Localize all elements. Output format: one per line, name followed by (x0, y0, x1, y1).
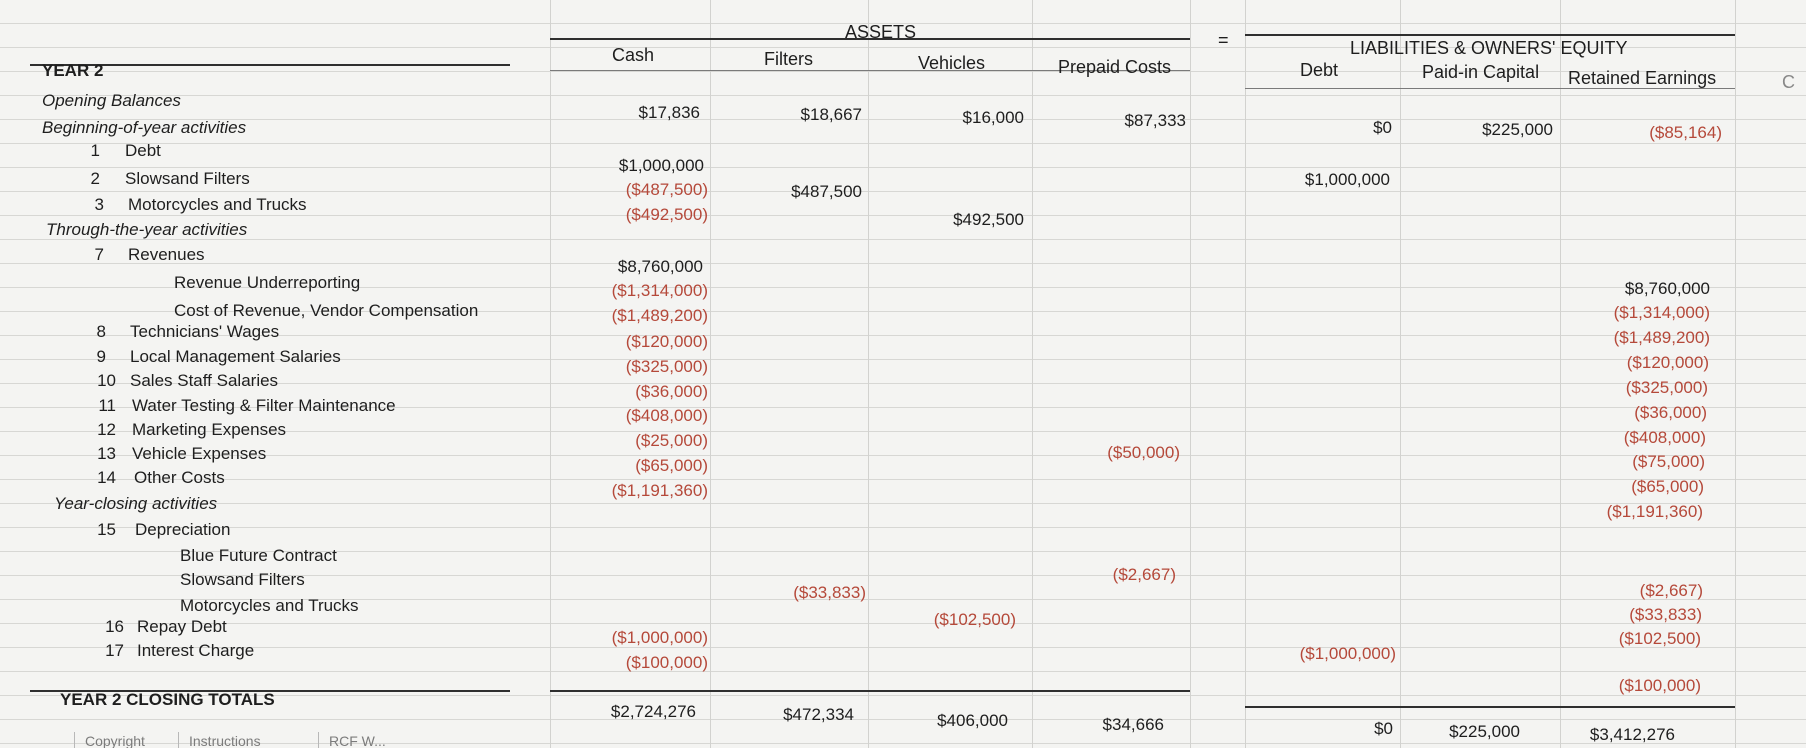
through-the-year-label: Through-the-year activities (46, 220, 248, 239)
item-label-marketing: Marketing Expenses (132, 420, 287, 439)
item-label-cost-of-revenue: Cost of Revenue, Vendor Compensation (174, 301, 479, 320)
grid-line (550, 0, 551, 748)
column-header-cash[interactable]: Cash (612, 45, 655, 65)
column-header-underline (1245, 88, 1735, 89)
prepaid-entry[interactable]: ($50,000) (1107, 443, 1180, 462)
retained-entry[interactable]: ($102,500) (1618, 629, 1701, 648)
total-paid-in[interactable]: $225,000 (1449, 722, 1520, 741)
total-debt[interactable]: $0 (1374, 719, 1393, 738)
cash-entry[interactable]: ($492,500) (625, 205, 708, 224)
item-label-motorcycles-dep: Motorcycles and Trucks (180, 596, 359, 615)
retained-entry[interactable]: ($325,000) (1625, 378, 1708, 397)
column-header-paid-in-capital[interactable]: Paid-in Capital (1422, 62, 1540, 82)
item-label-water-testing: Water Testing & Filter Maintenance (132, 396, 396, 415)
column-header-filters[interactable]: Filters (764, 49, 813, 69)
column-header-prepaid-costs[interactable]: Prepaid Costs (1058, 57, 1172, 77)
item-label-vehicle-expenses: Vehicle Expenses (132, 444, 267, 463)
item-label-other-costs: Other Costs (134, 468, 225, 487)
debt-entry[interactable]: $1,000,000 (1304, 170, 1390, 189)
cash-entry[interactable]: ($487,500) (625, 180, 708, 199)
prepaid-entry[interactable]: ($2,667) (1112, 565, 1176, 584)
item-number: 1 (90, 141, 100, 160)
item-number: 14 (97, 468, 116, 487)
grid-line (868, 0, 869, 748)
retained-entry[interactable]: ($1,314,000) (1613, 303, 1710, 322)
item-number: 17 (105, 641, 124, 660)
item-number: 2 (90, 169, 100, 188)
item-number: 9 (96, 347, 106, 366)
liabilities-header: LIABILITIES & OWNERS' EQUITY (1350, 38, 1628, 58)
item-label-interest-charge: Interest Charge (137, 641, 255, 660)
cash-entry[interactable]: ($120,000) (625, 332, 708, 351)
year-label: YEAR 2 (42, 61, 104, 80)
cash-entry[interactable]: ($65,000) (635, 456, 708, 475)
cash-entry[interactable]: $1,000,000 (618, 156, 704, 175)
item-number: 16 (105, 617, 124, 636)
item-label-depreciation: Depreciation (135, 520, 231, 539)
item-label-sales-staff: Sales Staff Salaries (130, 371, 279, 390)
retained-entry[interactable]: ($408,000) (1623, 428, 1706, 447)
item-number: 7 (94, 245, 104, 264)
retained-entry[interactable]: ($2,667) (1639, 581, 1703, 600)
grid-line (1400, 0, 1401, 748)
item-number: 12 (97, 420, 116, 439)
retained-entry[interactable]: ($75,000) (1632, 452, 1705, 471)
assets-header: ASSETS (845, 22, 917, 42)
total-filters[interactable]: $472,334 (783, 705, 854, 724)
cash-entry[interactable]: ($1,314,000) (611, 281, 708, 300)
equals-sign: = (1218, 30, 1229, 50)
sheet-tab-rcf[interactable]: RCF W... (318, 732, 429, 748)
cash-entry[interactable]: ($100,000) (625, 653, 708, 672)
item-label-slowsand-filters: Slowsand Filters (125, 169, 250, 188)
item-label-revenues: Revenues (128, 245, 205, 264)
item-label-repay-debt: Repay Debt (137, 617, 227, 636)
grid-line (1032, 0, 1033, 748)
grid-line (1190, 0, 1191, 748)
grid-line (1245, 0, 1246, 748)
cash-entry[interactable]: $8,760,000 (617, 257, 703, 276)
total-cash[interactable]: $2,724,276 (610, 702, 696, 721)
opening-debt[interactable]: $0 (1373, 118, 1392, 137)
item-label-slowsand-filters-dep: Slowsand Filters (180, 570, 305, 589)
opening-balances-label: Opening Balances (42, 91, 181, 110)
partial-column-header: C (1782, 72, 1795, 92)
closing-totals-label: YEAR 2 CLOSING TOTALS (60, 690, 275, 709)
item-label-technicians-wages: Technicians' Wages (130, 322, 280, 341)
beginning-of-year-label: Beginning-of-year activities (42, 118, 247, 137)
opening-vehicles[interactable]: $16,000 (962, 108, 1024, 127)
vehicles-entry[interactable]: $492,500 (953, 210, 1024, 229)
retained-entry[interactable]: ($100,000) (1618, 676, 1701, 695)
item-number: 10 (97, 371, 116, 390)
grid-line (1735, 0, 1736, 748)
cash-entry[interactable]: ($408,000) (625, 406, 708, 425)
cash-entry[interactable]: ($1,000,000) (611, 628, 708, 647)
liabilities-header-rule (1245, 34, 1735, 36)
item-number: 13 (97, 444, 116, 463)
opening-paid-in[interactable]: $225,000 (1482, 120, 1553, 139)
year-closing-label: Year-closing activities (54, 494, 218, 513)
retained-entry[interactable]: ($1,191,360) (1606, 502, 1703, 521)
filters-entry[interactable]: $487,500 (791, 182, 862, 201)
sheet-tab-instructions[interactable]: Instructions (178, 732, 315, 748)
item-label-debt: Debt (125, 141, 161, 160)
retained-entry[interactable]: ($1,489,200) (1613, 328, 1710, 347)
item-number: 3 (94, 195, 104, 214)
opening-cash[interactable]: $17,836 (638, 103, 700, 122)
retained-entry[interactable]: ($120,000) (1626, 353, 1709, 372)
filters-entry[interactable]: ($33,833) (793, 583, 866, 602)
total-vehicles[interactable]: $406,000 (937, 711, 1008, 730)
item-label-local-management: Local Management Salaries (130, 347, 341, 366)
cash-entry[interactable]: ($1,191,360) (611, 481, 708, 500)
retained-entry[interactable]: $8,760,000 (1624, 279, 1710, 298)
item-number: 11 (98, 396, 116, 415)
column-header-vehicles[interactable]: Vehicles (918, 53, 986, 73)
item-label-revenue-underreporting: Revenue Underreporting (174, 273, 361, 292)
totals-rule (1245, 706, 1735, 708)
item-label-blue-future: Blue Future Contract (180, 546, 337, 565)
item-number: 8 (96, 322, 106, 341)
cash-entry[interactable]: ($36,000) (635, 382, 708, 401)
opening-retained[interactable]: ($85,164) (1649, 123, 1722, 142)
retained-entry[interactable]: ($65,000) (1631, 477, 1704, 496)
opening-filters[interactable]: $18,667 (800, 105, 862, 124)
item-label-motorcycles-trucks: Motorcycles and Trucks (128, 195, 307, 214)
debt-entry[interactable]: ($1,000,000) (1299, 644, 1396, 663)
cash-entry[interactable]: ($325,000) (625, 357, 708, 376)
cash-entry[interactable]: ($25,000) (635, 431, 708, 450)
vehicles-entry[interactable]: ($102,500) (933, 610, 1016, 629)
column-header-retained-earnings[interactable]: Retained Earnings (1568, 68, 1717, 88)
grid-line (710, 0, 711, 748)
totals-rule (550, 690, 1190, 692)
item-number: 15 (97, 520, 116, 539)
opening-prepaid[interactable]: $87,333 (1124, 111, 1186, 130)
retained-entry[interactable]: ($33,833) (1629, 605, 1702, 624)
retained-entry[interactable]: ($36,000) (1634, 403, 1707, 422)
column-header-debt[interactable]: Debt (1300, 60, 1339, 80)
sheet-tab-copyright[interactable]: Copyright (74, 732, 177, 748)
total-prepaid[interactable]: $34,666 (1102, 715, 1164, 734)
total-retained[interactable]: $3,412,276 (1589, 725, 1675, 744)
cash-entry[interactable]: ($1,489,200) (611, 306, 708, 325)
